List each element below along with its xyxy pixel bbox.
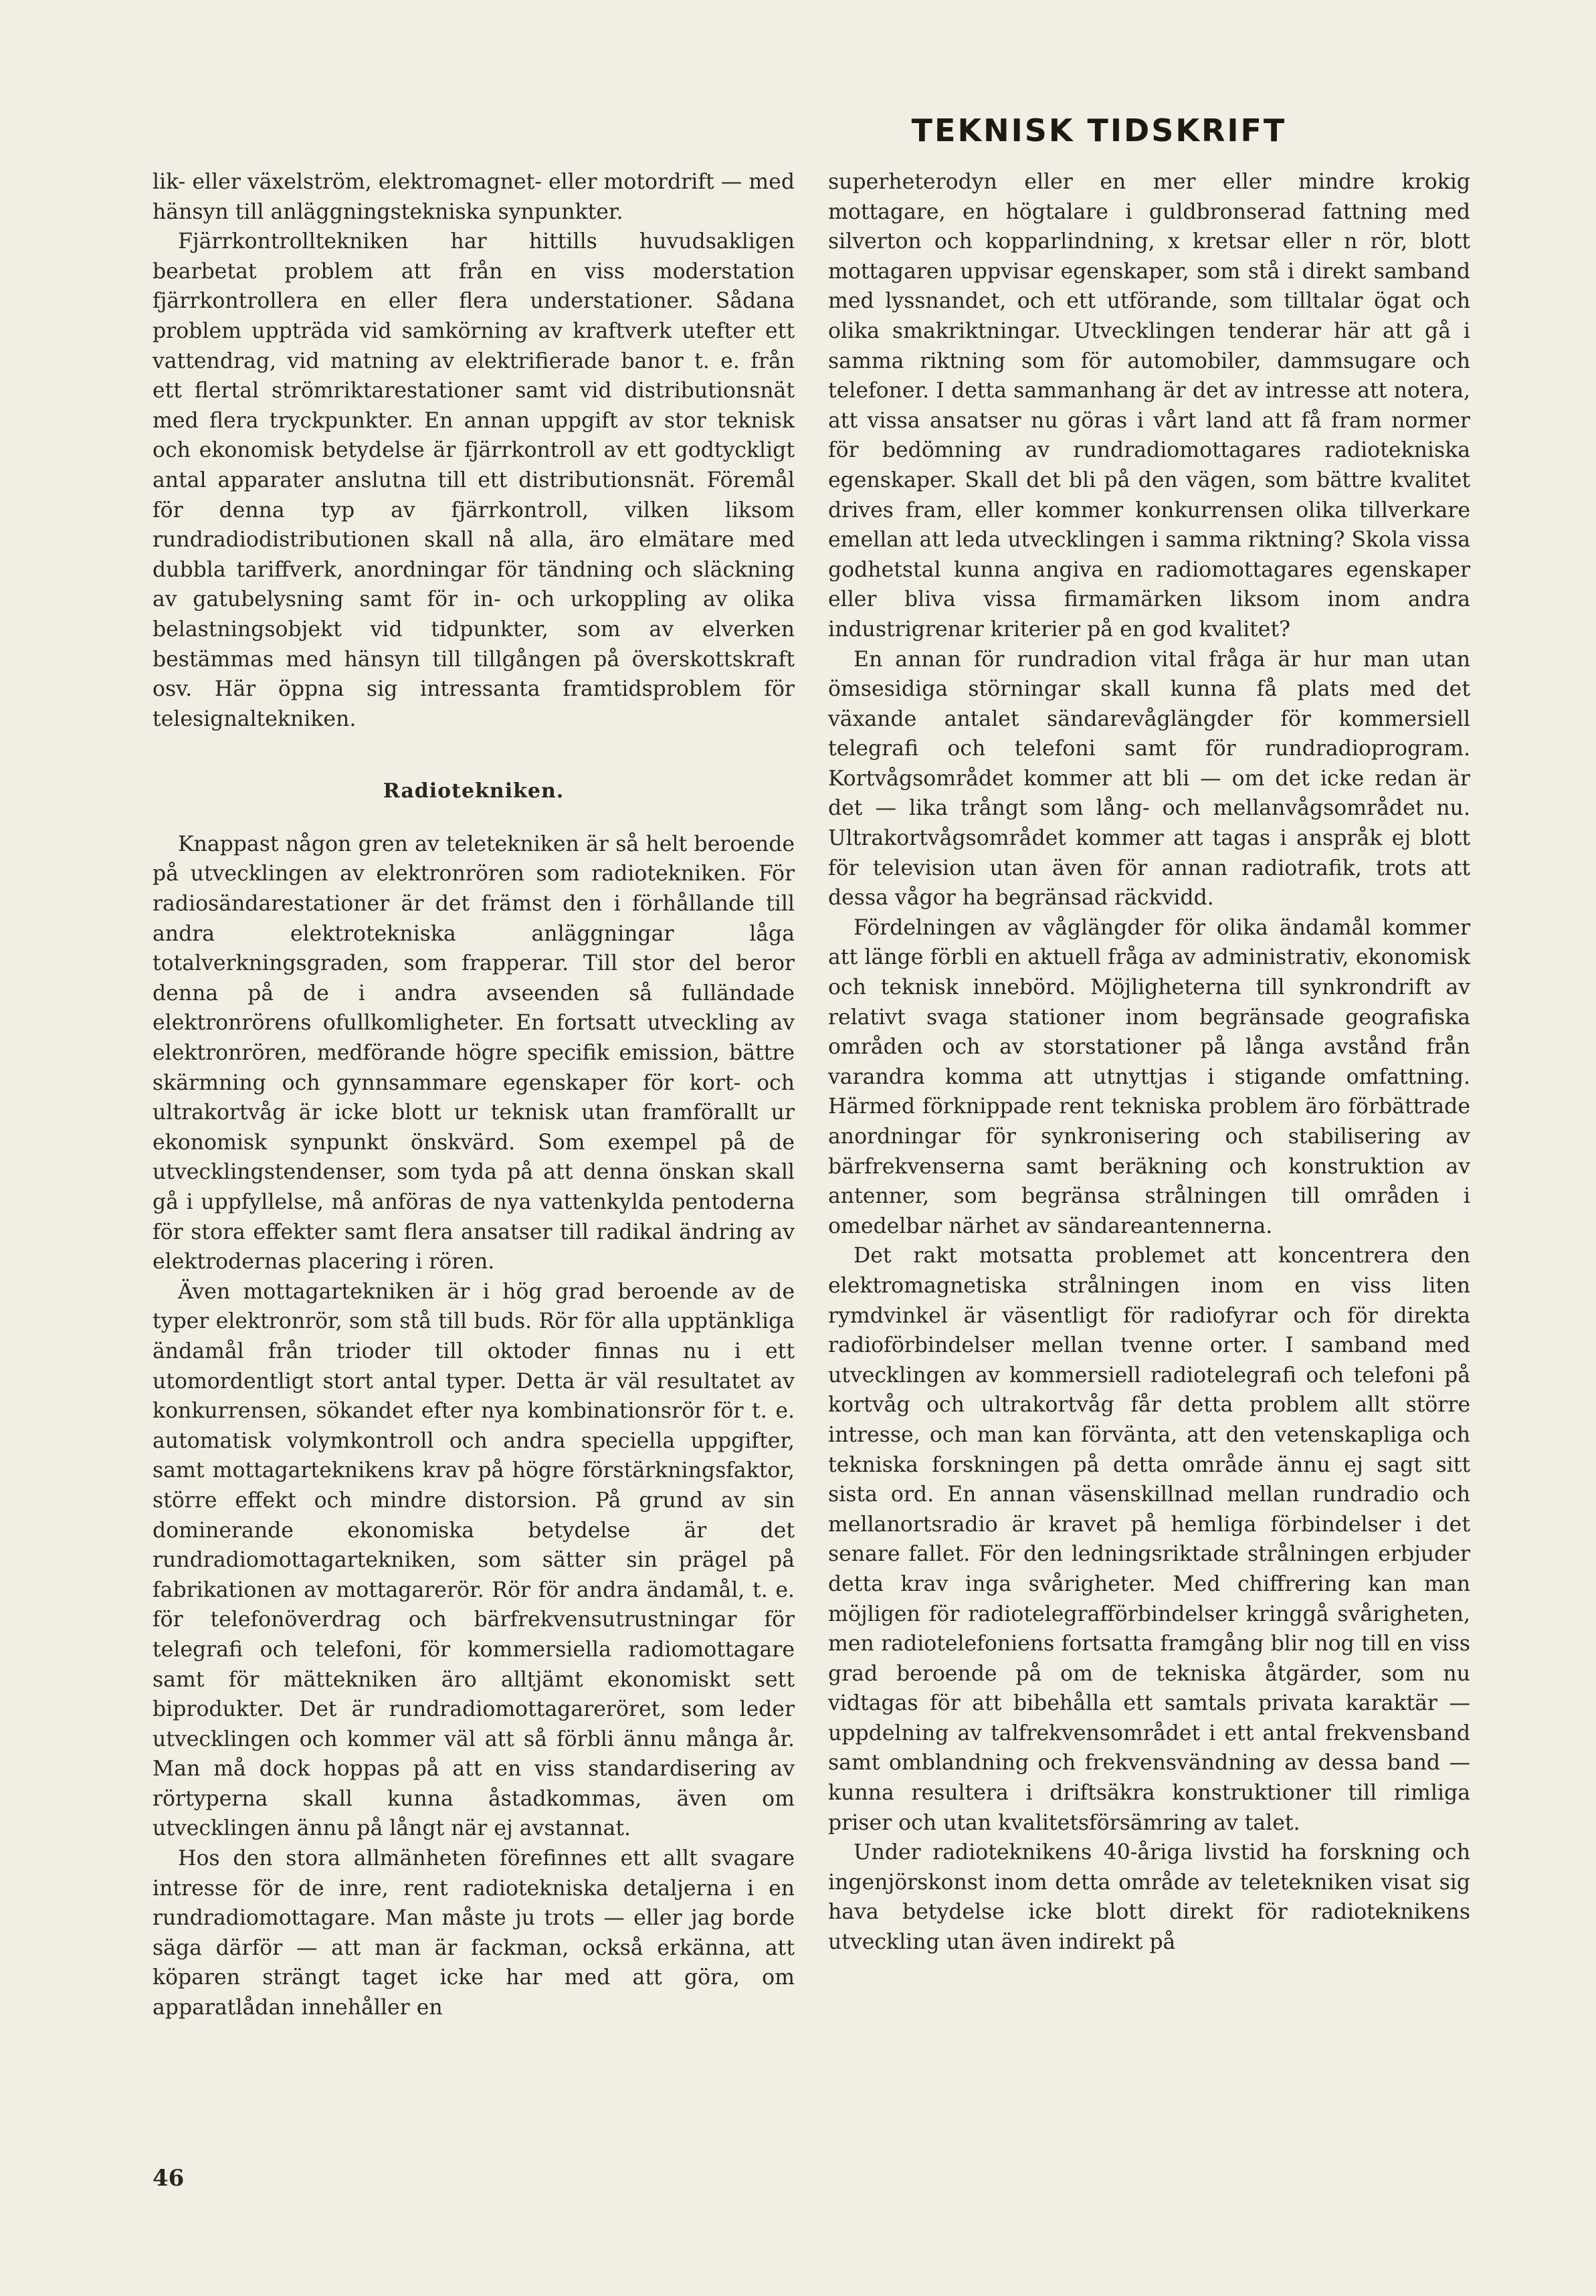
paragraph: Även mottagartekniken är i hög grad beroende av de typer elektronrör, som stå till buds. Rör för alla upptänkliga ändamål från trioder till oktoder finnas nu i ett utomordentligt stort antal typer. Detta är väl resultatet av konkurrensen, sökandet efter nya kombinationsrör för t. e. automatisk volymkontroll och andra speciella uppgifter, samt mottagarteknikens krav på högre förstärkningsfaktor, större effekt och mindre distorsion. På grund av sin dominerande ekonomiska betydelse är det rundradiomottagartekniken, som sätter sin prägel på fabrikationen av mottagarerör. Rör för andra ändamål, t. e. för telefonöverdrag och bärfrekvensutrustningar för telegrafi och telefoni, för kommersiella radiomottagare samt för mättekniken äro alltjämt ekonomiskt sett biprodukter. Det är rundradiomottagareröret, som leder utvecklingen och kommer väl att så förbli ännu många år. Man må dock hoppas på att en viss standardisering av rörtyperna skall kunna åstadkommas, även om utvecklingen ännu på långt när ej avstannat. (153, 1279, 795, 1841)
paragraph: Hos den stora allmänheten förefinnes ett allt svagare intresse för de inre, rent radiotekniska detaljerna i en rundradiomottagare. Man måste ju trots — eller jag borde säga därför — att man är fackman, också erkänna, att köparen strängt taget icke har med att göra, om apparatlådan innehåller en (153, 1846, 795, 2020)
paragraph: Under radioteknikens 40-åriga livstid ha forskning och ingenjörskonst inom detta område av teletekniken visat sig hava betydelse icke blott direkt för radioteknikens utveckling utan även indirekt på (828, 1840, 1470, 1955)
paragraph: superheterodyn eller en mer eller mindre krokig mottagare, en högtalare i guldbronserad fattning med silverton och kopparlindning, x kretsar eller n rör, blott mottagaren uppvisar egenskaper, som stå i direkt samband med lyssnandet, och ett utförande, som tilltalar ögat och olika smakriktningar. Utvecklingen tenderar här att gå i samma riktning som för automobiler, dammsugare och telefoner. I detta sammanhang är det av intresse att notera, att vissa ansatser nu göras i vårt land att få fram normer för bedömning av rundradiomottagares radiotekniska egenskaper. Skall det bli på den vägen, som bättre kvalitet drives fram, eller kommer konkurrensen olika tillverkare emellan att leda utvecklingen i samma riktning? Skola vissa godhetstal kunna angiva en radiomottagares egenskaper eller bliva vissa firmamärken liksom inom andra industrigrenar kriterier på en god kvalitet? (828, 170, 1470, 642)
paragraph: Det rakt motsatta problemet att koncentrera den elektromagnetiska strålningen inom en viss liten rymdvinkel är väsentligt för radiofyrar och för direkta radioförbindelser mellan tvenne orter. I samband med utvecklingen av kommersiell radiotelegrafi och telefoni på kortvåg och ultrakortvåg får detta problem allt större intresse, och man kan förvänta, att den vetenskapliga och tekniska forskningen på detta område ännu ej sagt sitt sista ord. En annan väsenskillnad mellan rundradio och mellanortsradio är kravet på hemliga förbindelser i det senare fallet. För den ledningsriktade strålningen erbjuder detta krav inga svårigheter. Med chiffrering kan man möjligen för radiotelegrafförbindelser kringgå svårigheten, men radiotelefoniens fortsatta framgång blir nog till en viss grad beroende på om de tekniska åtgärder, som nu vidtagas för att bibehålla ett samtals privata karaktär — uppdelning av talfrekvensområdet i ett antal frekvensband samt omblandning och frekvensvändning av dessa band — kunna resultera i driftsäkra konstruktioner till rimliga priser och utan kvalitetsförsämring av talet. (828, 1244, 1470, 1835)
page-number: 46 (153, 2165, 185, 2192)
running-header (0, 112, 1596, 149)
journal-title: TEKNISK TIDSKRIFT (911, 112, 1287, 149)
section-heading: Radiotekniken. (383, 779, 565, 803)
paragraph: lik- eller växelström, elektromagnet- eller motordrift — med hänsyn till anläggningstekniska synpunkter. (153, 170, 795, 224)
right-column (828, 167, 1470, 1957)
left-column (153, 167, 795, 2023)
paragraph: Knappast någon gren av teletekniken är så helt beroende på utvecklingen av elektronrören som radiotekniken. För radiosändarestationer är det främst den i förhållande till andra elektrotekniska anläggningar låga totalverkningsgraden, som frapperar. Till stor del beror denna på de i andra avseenden så fulländade elektronrörens ofullkomligheter. En fortsatt utveckling av elektronrören, medförande högre specifik emission, bättre skärmning och gynnsammare egenskaper för kort- och ultrakortvåg är icke blott ur teknisk utan framförallt ur ekonomisk synpunkt önskvärd. Som exempel på de utvecklingstendenser, som tyda på att denna önskan skall gå i uppfyllelse, må anföras de nya vattenkylda pentoderna för stora effekter samt flera ansatser till radikal ändring av elektrodernas placering i rören. (153, 832, 795, 1274)
paragraph: Fjärrkontrolltekniken har hittills huvudsakligen bearbetat problem att från en viss moderstation fjärrkontrollera en eller flera understationer. Sådana problem uppträda vid samkörning av kraftverk utefter ett vattendrag, vid matning av elektrifierade banor t. e. från ett flertal strömriktarestationer samt vid distributionsnät med flera tryckpunkter. En annan uppgift av stor teknisk och ekonomisk betydelse är fjärrkontroll av ett godtyckligt antal apparater anslutna till ett distributionsnät. Föremål för denna typ av fjärrkontroll, vilken liksom rundradiodistributionen skall nå alla, äro elmätare med dubbla tariffverk, anordningar för tändning och släckning av gatubelysning samt för in- och urkoppling av olika belastningsobjekt vid tidpunkter, som av elverken bestämmas med hänsyn till tillgången på överskottskraft osv. Här öppna sig intressanta framtidsproblem för telesignaltekniken. (153, 229, 795, 731)
paragraph: Fördelningen av våglängder för olika ändamål kommer att länge förbli en aktuell fråga av administrativ, ekonomisk och teknisk innebörd. Möjligheterna till synkrondrift av relativt svaga stationer inom begränsade geografiska områden och av storstationer på långa avstånd från varandra komma att utnyttjas i stigande omfattning. Härmed förknippade rent tekniska problem äro förbättrade anordningar för synkronisering och stabilisering av bärfrekvenserna samt beräkning och konstruktion av antenner, som begränsa strålningen till områden i omedelbar närhet av sändareantennerna. (828, 915, 1470, 1238)
paragraph: En annan för rundradion vital fråga är hur man utan ömsesidiga störningar skall kunna få plats med det växande antalet sändarevåglängder för kommersiell telegrafi och telefoni samt för rundradioprogram. Kortvågsområdet kommer att bli — om det icke redan är det — lika trångt som lång- och mellanvågsområdet nu. Ultrakortvågsområdet kommer att tagas i anspråk ej blott för television utan även för annan radiotrafik, trots att dessa vågor ha begränsad räckvidd. (828, 647, 1470, 911)
